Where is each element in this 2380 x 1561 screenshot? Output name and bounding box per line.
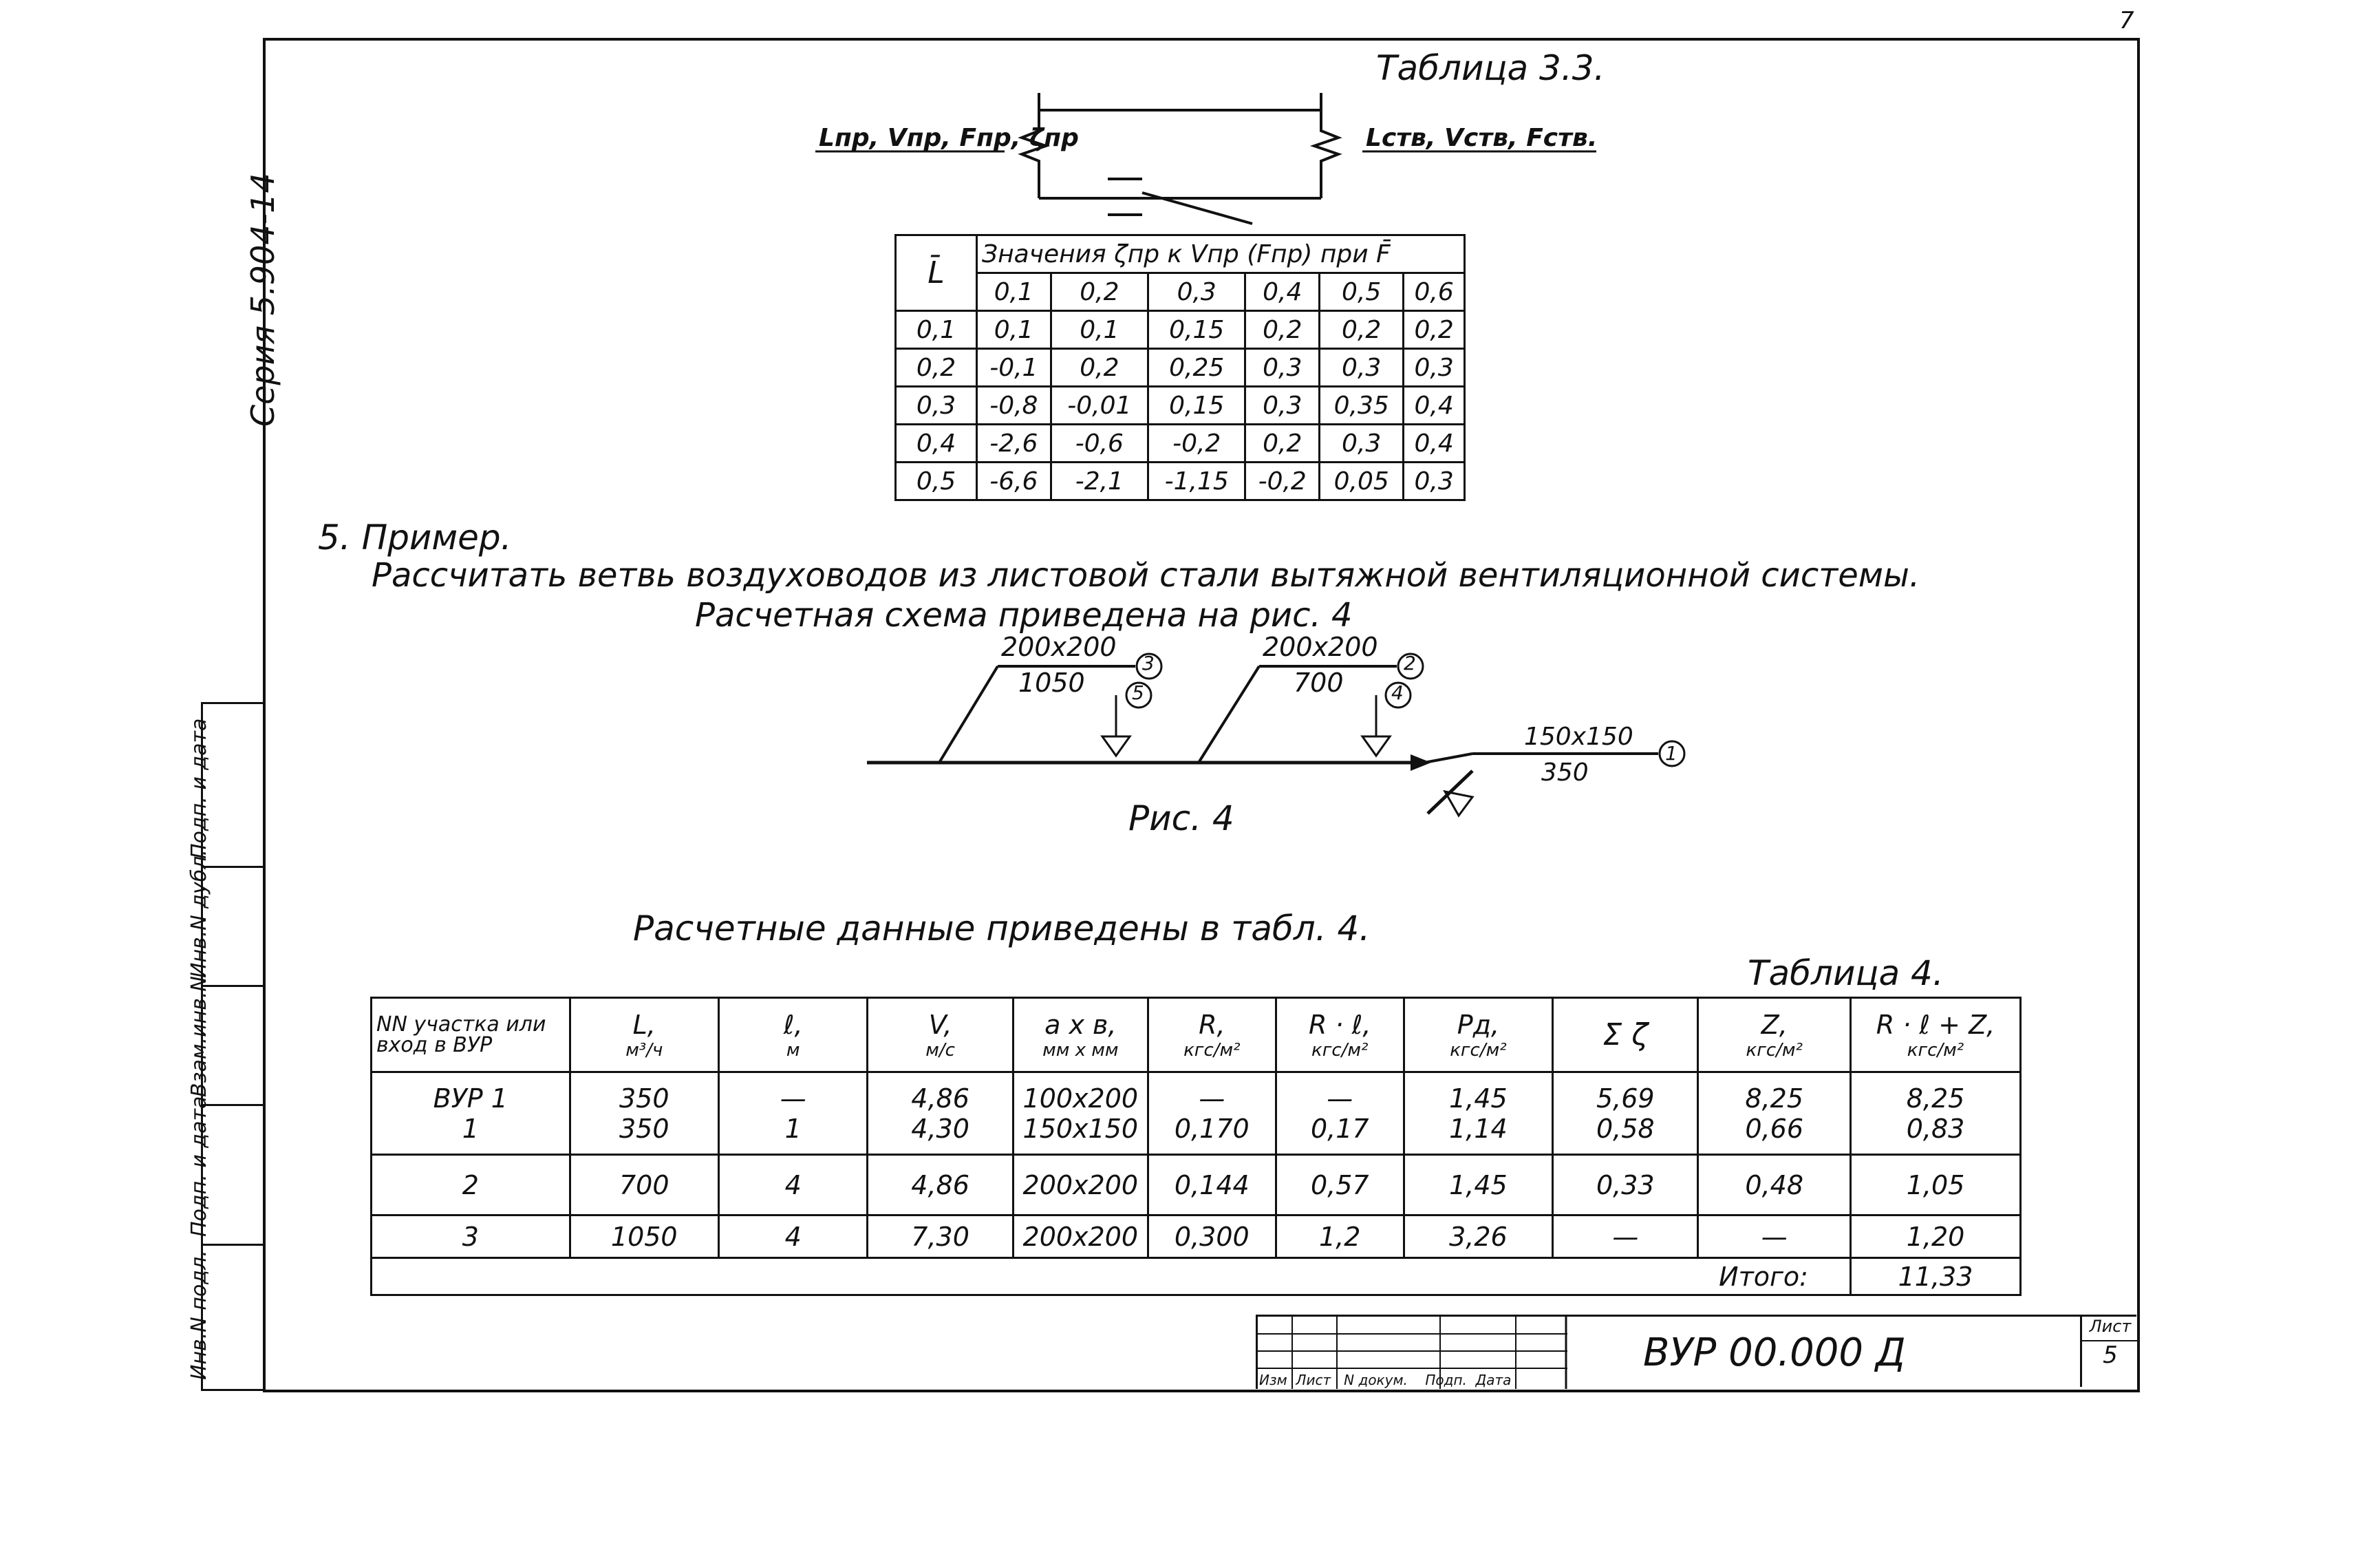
table4-row: [372, 1155, 2021, 1215]
header-name: R · ℓ + Z,: [1876, 1009, 1995, 1040]
table4-cell: 8,25 0,66: [1698, 1072, 1851, 1155]
table4-cell: 2: [372, 1155, 570, 1215]
table33-cell: -0,01: [1051, 387, 1148, 425]
table4-cell: 5,69 0,58: [1553, 1072, 1698, 1155]
stamp-col: Лист: [1296, 1372, 1331, 1388]
table33-cell: 0,2: [1245, 425, 1320, 463]
tee-left-label: Lпр, Vпр, Fпр, ζпр: [819, 124, 1079, 152]
figure4-caption: Рис. 4: [1128, 798, 1234, 838]
table4-cell: 8,25 0,83: [1850, 1072, 2020, 1155]
table33-cell: 0,2: [1320, 311, 1404, 349]
table4-cell: 1,45: [1404, 1155, 1552, 1215]
header-unit: м/с: [925, 1039, 955, 1061]
header-unit: кгс/м²: [1450, 1039, 1507, 1061]
table33-cell: 0,2: [1245, 311, 1320, 349]
header-unit: кгс/м²: [1311, 1039, 1369, 1061]
table4-cell: 0,144: [1148, 1155, 1276, 1215]
table33-cell: 0,15: [1148, 311, 1245, 349]
document-code: ВУР 00.000 Д: [1643, 1330, 1906, 1375]
side-label-3: Взам.инв.N: [187, 976, 211, 1097]
tee-right-label: Lств, Vств, Fств.: [1366, 124, 1598, 152]
table33-cell: 0,1: [977, 311, 1051, 349]
table33-cell: 0,3: [1245, 349, 1320, 387]
table4-cell: — 0,17: [1276, 1072, 1404, 1155]
table4-row: [372, 1072, 2021, 1155]
table4: [370, 997, 2022, 1296]
table4-header: [570, 998, 718, 1072]
table4-header: [868, 998, 1013, 1072]
table33-header: Значения ζпр к Vпр (Fпр) при F̄: [977, 235, 1465, 273]
branch3-node-b: 5: [1132, 681, 1144, 704]
table4-row: [372, 1215, 2021, 1258]
branch3-flow: 1050: [1018, 668, 1085, 698]
side-cell-4: [187, 1096, 264, 1246]
branch2-flow: 700: [1294, 668, 1344, 698]
header-name: Z,: [1761, 1009, 1788, 1040]
table4-total-row: [372, 1258, 2021, 1295]
stamp-col-labels: [1259, 1372, 1511, 1388]
table33-cell: 0,4: [1404, 425, 1465, 463]
header-name: V,: [928, 1009, 952, 1040]
table4-header: [1698, 998, 1851, 1072]
table4-cell: 0,33: [1553, 1155, 1698, 1215]
sheet-number: 5: [2103, 1341, 2118, 1369]
header-name: R,: [1199, 1009, 1225, 1040]
table33-cell: -2,6: [977, 425, 1051, 463]
header-name: ℓ,: [783, 1009, 803, 1040]
table4-cell: 3: [372, 1215, 570, 1258]
header-unit: м³/ч: [625, 1039, 663, 1061]
stamp-col: N докум.: [1344, 1372, 1408, 1388]
table33-f: 0,4: [1245, 273, 1320, 311]
side-cell-5: [187, 1246, 264, 1387]
table4-header: [1850, 998, 2020, 1072]
sheet-box: [2080, 1317, 2138, 1387]
table33-cell: 0,05: [1320, 463, 1404, 500]
header-unit: кгс/м²: [1183, 1039, 1241, 1061]
table33-cell: 0,35: [1320, 387, 1404, 425]
table33-f: 0,3: [1148, 273, 1245, 311]
stamp-col: Дата: [1475, 1372, 1512, 1388]
page-number: 7: [2119, 7, 2134, 34]
table4-header: Σ ζ: [1553, 998, 1698, 1072]
table33-cell: -2,1: [1051, 463, 1148, 500]
branch2-size: 200x200: [1263, 632, 1378, 662]
table4-cell: ВУР 1 1: [372, 1072, 570, 1155]
table33-cell: 0,3: [1320, 349, 1404, 387]
table33-row: [896, 387, 1465, 425]
example-heading: 5. Пример.: [318, 518, 512, 558]
header-unit: м: [786, 1039, 800, 1061]
table33-cell: -0,1: [977, 349, 1051, 387]
table4-caption: Таблица 4.: [1748, 953, 1944, 993]
side-label-5: Инв.N подл.: [187, 1250, 211, 1380]
table33-cell: 0,1: [1051, 311, 1148, 349]
table33-cell: -0,8: [977, 387, 1051, 425]
header-name: a x в,: [1044, 1009, 1117, 1040]
table33-cell: 0,2: [1051, 349, 1148, 387]
sheet-label: Лист: [2082, 1317, 2138, 1341]
side-cell-2: [187, 849, 264, 987]
branch1-size: 150x150: [1524, 723, 1633, 751]
header-unit: мм x мм: [1042, 1039, 1119, 1061]
table4-cell: 4,86 4,30: [868, 1072, 1013, 1155]
table4-cell: 0,48: [1698, 1155, 1851, 1215]
table33-f: 0,2: [1051, 273, 1148, 311]
side-label-2: Инв.N дубл.: [187, 849, 211, 978]
header-name: L,: [632, 1009, 656, 1040]
table4-cell: 200x200: [1013, 1155, 1148, 1215]
header-name: R · ℓ,: [1309, 1009, 1371, 1040]
table33-cell: -6,6: [977, 463, 1051, 500]
stamp-col: Подп.: [1425, 1372, 1467, 1388]
side-strip: [187, 702, 266, 1391]
table33-cell: 0,3: [1320, 425, 1404, 463]
total-label: Итого:: [372, 1258, 1851, 1295]
table33-corner: L̄: [896, 235, 977, 311]
table33-cell: 0,3: [896, 387, 977, 425]
branch1-node: 1: [1665, 742, 1677, 765]
example-line1: Рассчитать ветвь воздуховодов из листовой стали вытяжной вентиляционной системы.: [372, 556, 1920, 595]
table4-header: [1276, 998, 1404, 1072]
table33-cell: 0,4: [896, 425, 977, 463]
side-cell-3: [187, 976, 264, 1106]
table4-cell: 1050: [570, 1215, 718, 1258]
table33-cell: 0,5: [896, 463, 977, 500]
header-unit: кгс/м²: [1907, 1039, 1964, 1061]
table33-cell: 0,4: [1404, 387, 1465, 425]
table33-cell: 0,25: [1148, 349, 1245, 387]
stamp-col: Изм: [1259, 1372, 1287, 1388]
table33-f: 0,1: [977, 273, 1051, 311]
table4-header: [1148, 998, 1276, 1072]
table4-cell: —: [1553, 1215, 1698, 1258]
table33-f: 0,5: [1320, 273, 1404, 311]
table33-row: [896, 463, 1465, 500]
table33: [894, 234, 1466, 501]
table4-cell: 3,26: [1404, 1215, 1552, 1258]
table33-cell: 0,3: [1404, 463, 1465, 500]
table4-cell: 1,2: [1276, 1215, 1404, 1258]
table33-caption: Таблица 3.3.: [1376, 48, 1605, 88]
branch2-node-a: 2: [1404, 652, 1416, 675]
table33-cell: 0,3: [1404, 349, 1465, 387]
table33-cell: -0,2: [1148, 425, 1245, 463]
table4-cell: 1,20: [1850, 1215, 2020, 1258]
header-unit: кгс/м²: [1746, 1039, 1803, 1061]
table4-cell: 1,45 1,14: [1404, 1072, 1552, 1155]
table4-cell: 700: [570, 1155, 718, 1215]
table4-cell: 7,30: [868, 1215, 1013, 1258]
example-line2: Расчетная схема приведена на рис. 4: [695, 596, 1353, 635]
table33-cell: -0,6: [1051, 425, 1148, 463]
tee-sketch: [812, 83, 1603, 227]
table4-cell: 1,05: [1850, 1155, 2020, 1215]
table4-cell: 100x200 150x150: [1013, 1072, 1148, 1155]
table4-cell: 4: [718, 1215, 867, 1258]
table33-cell: -1,15: [1148, 463, 1245, 500]
header-name: Pд,: [1457, 1009, 1500, 1040]
table4-header: [1404, 998, 1552, 1072]
table33-cell: 0,2: [1404, 311, 1465, 349]
table4-cell: 200x200: [1013, 1215, 1148, 1258]
table4-intro: Расчетные данные приведены в табл. 4.: [633, 909, 1371, 948]
table4-header: NN участка или вход в ВУР: [372, 998, 570, 1072]
table33-cell: 0,1: [896, 311, 977, 349]
table4-cell: 0,300: [1148, 1215, 1276, 1258]
series-label: Серия 5.904-14: [244, 173, 281, 427]
total-value: 11,33: [1850, 1258, 2020, 1295]
branch3-node-a: 3: [1142, 652, 1155, 675]
branch3-size: 200x200: [1001, 632, 1117, 662]
table33-row: [896, 311, 1465, 349]
table33-cell: 0,3: [1245, 387, 1320, 425]
side-label-4: Подп. и дата: [187, 1096, 211, 1237]
side-cell-1: [187, 704, 264, 868]
table4-cell: 4,86: [868, 1155, 1013, 1215]
table33-row: [896, 349, 1465, 387]
side-label-1: Подп. и дата: [187, 718, 211, 859]
table33-cell: 0,2: [896, 349, 977, 387]
title-block: [1256, 1315, 2136, 1389]
table4-cell: 0,57: [1276, 1155, 1404, 1215]
table4-header: [718, 998, 867, 1072]
table4-cell: 4: [718, 1155, 867, 1215]
table4-header: [1013, 998, 1148, 1072]
table4-cell: — 0,170: [1148, 1072, 1276, 1155]
table33-cell: 0,15: [1148, 387, 1245, 425]
table4-cell: — 1: [718, 1072, 867, 1155]
table33-cell: -0,2: [1245, 463, 1320, 500]
branch1-flow: 350: [1541, 758, 1589, 787]
table4-cell: —: [1698, 1215, 1851, 1258]
table4-cell: 350 350: [570, 1072, 718, 1155]
table33-row: [896, 425, 1465, 463]
branch2-node-b: 4: [1391, 681, 1404, 704]
table33-f: 0,6: [1404, 273, 1465, 311]
